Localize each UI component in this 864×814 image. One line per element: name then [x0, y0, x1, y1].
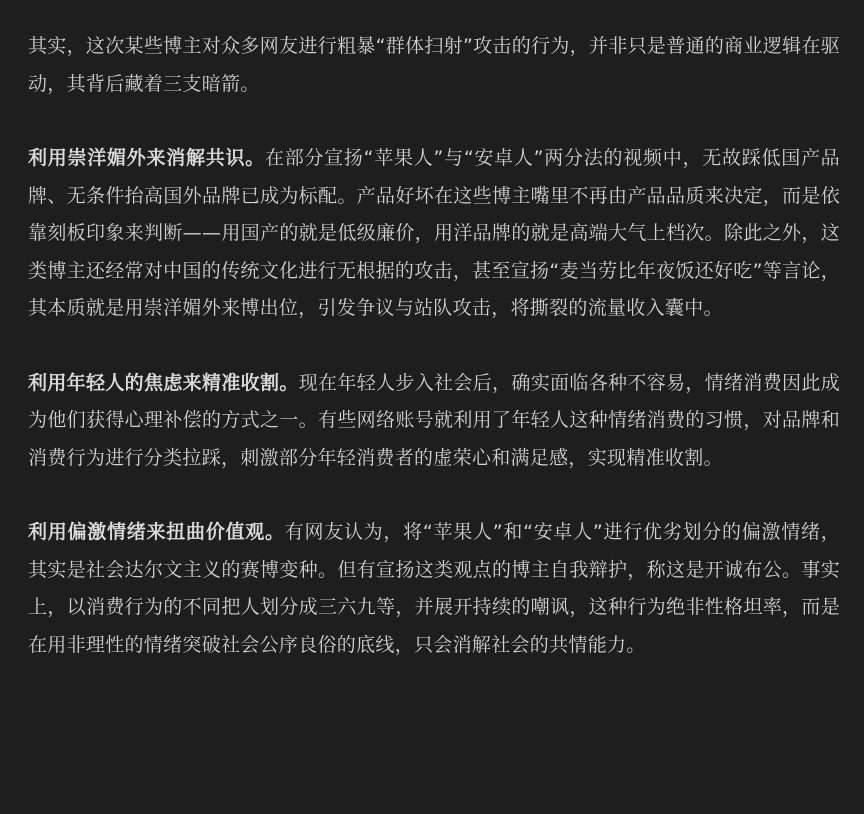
paragraph-point-1 — [28, 140, 840, 328]
paragraph-lead: 利用年轻人的焦虑来精准收割。 — [28, 371, 299, 394]
paragraph-intro — [28, 28, 840, 103]
paragraph-text: 现在年轻人步入社会后，确实面临各种不容易，情绪消费因此成为他们获得心理补偿的方式之一。有些网络账号就利用了年轻人这种情绪消费的习惯，对品牌和消费行为进行分类拉踩，刺激部分年轻消费者的虚荣心和满足感，实现精准收割。 — [28, 371, 841, 469]
paragraph-point-3 — [28, 514, 840, 664]
paragraph-text: 其实，这次某些博主对众多网友进行粗暴“群体扫射”攻击的行为，并非只是普通的商业逻辑在驱动，其背后藏着三支暗箭。 — [28, 35, 840, 95]
paragraph-lead: 利用崇洋媚外来消解共识。 — [28, 147, 265, 169]
paragraph-lead: 利用偏激情绪来扭曲价值观。 — [28, 521, 285, 543]
paragraph-text: 在部分宣扬“苹果人”与“安卓人”两分法的视频中，无故踩低国产品牌、无条件抬高国外品牌已成为标配。产品好坏在这些博主嘴里不再由产品品质来决定，而是依靠刻板印象来判断——用国产的就是低级廉价，用洋品牌的就是高端大气上档次。除此之外，这类博主还经常对中国的传统文化进行无根据的攻击，甚至宣扬“麦当劳比年夜饭还好吃”等言论，其本质就是用崇洋媚外来博出位，引发争议与站队攻击，将撕裂的流量收入囊中。 — [28, 147, 840, 319]
paragraph-text: 有网友认为，将“苹果人”和“安卓人”进行优劣划分的偏激情绪，其实是社会达尔文主义的赛博变种。但有宣扬这类观点的博主自我辩护，称这是开诚布公。事实上，以消费行为的不同把人划分成三六九等，并展开持续的嘲讽，这种行为绝非性格坦率，而是在用非理性的情绪突破社会公序良俗的底线，只会消解社会的共情能力。 — [28, 521, 841, 656]
paragraph-point-2 — [28, 365, 840, 478]
